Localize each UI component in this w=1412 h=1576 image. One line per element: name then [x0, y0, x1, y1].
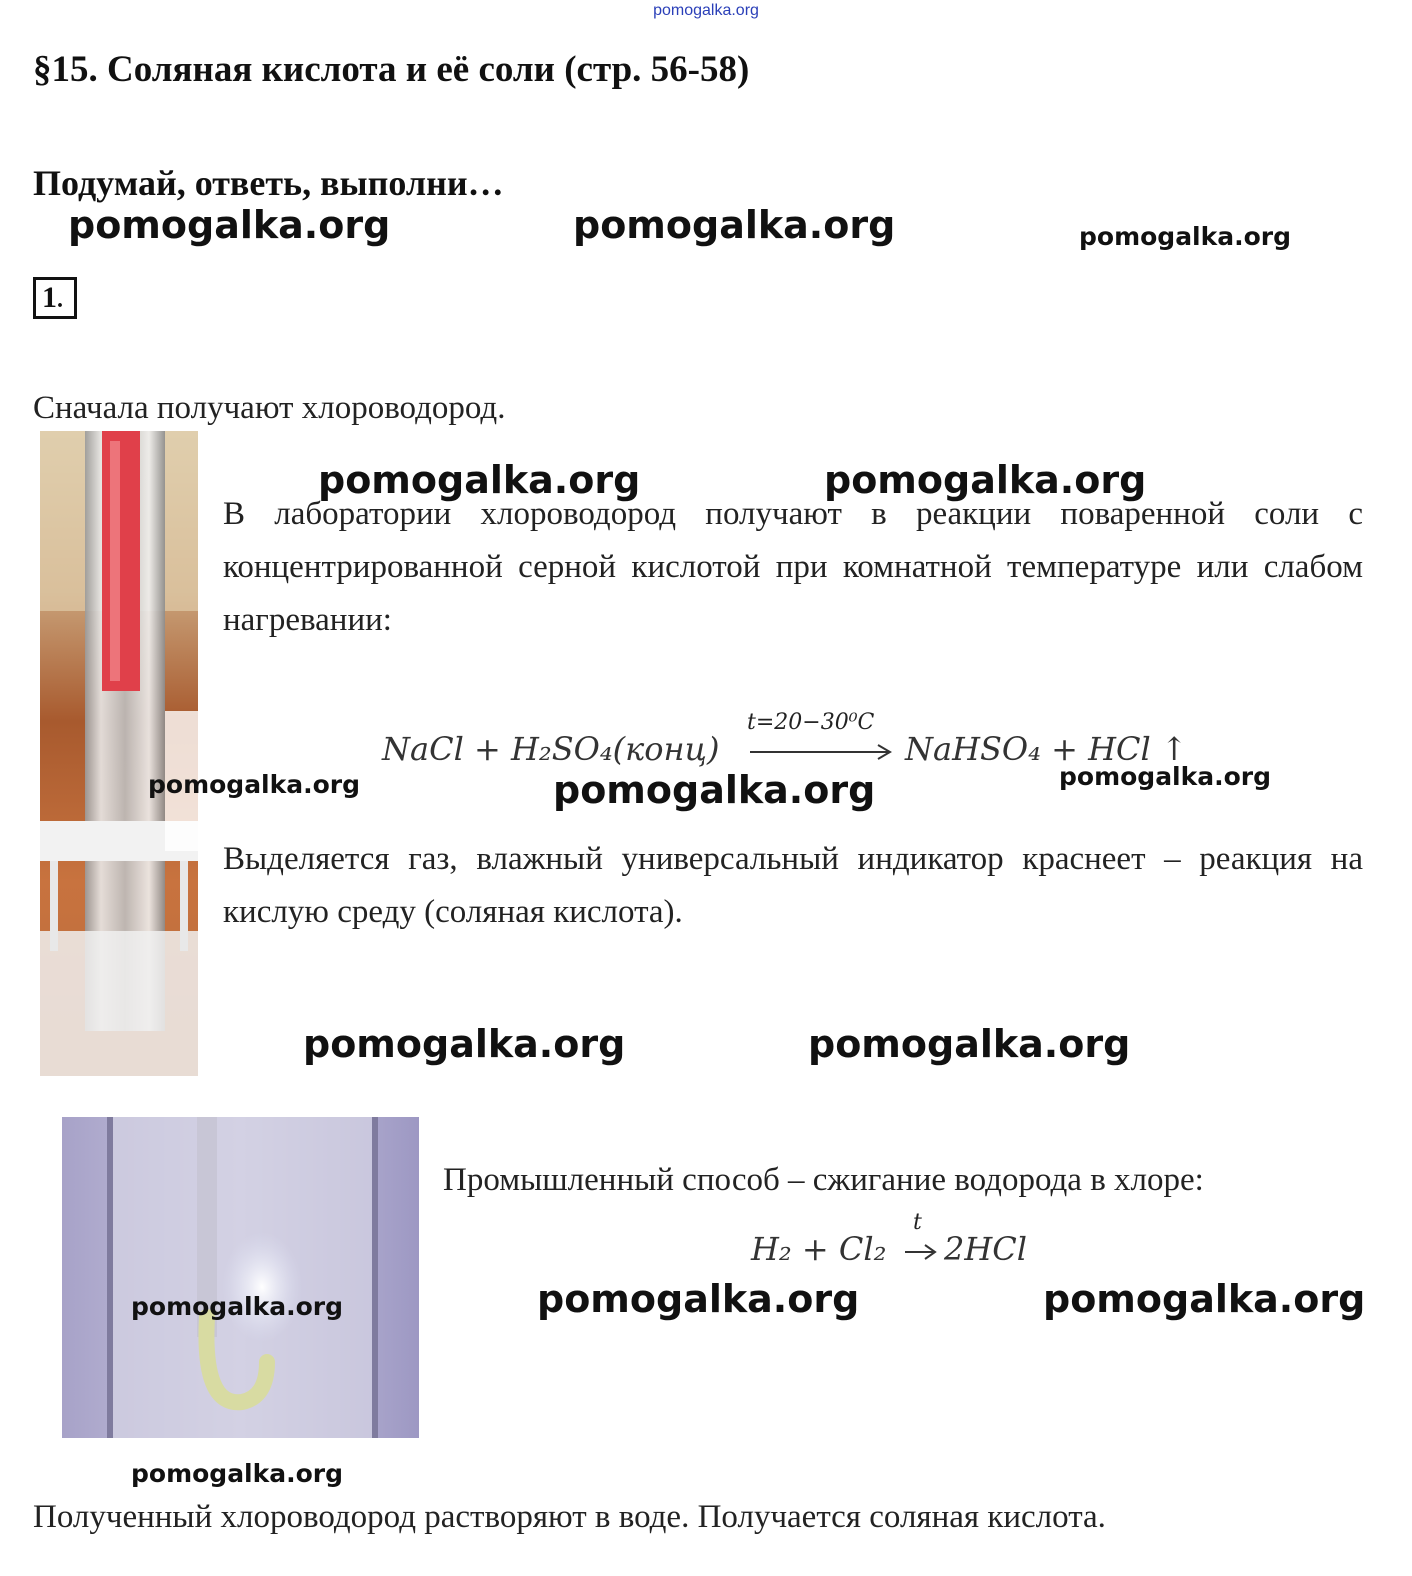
reaction-arrow-icon — [903, 1240, 939, 1264]
watermark: pomogalka.org — [68, 203, 391, 247]
lab-text: В лаборатории хлороводород получают в реакции поваренной соли с концентрированной серной кислотой при комнатной температуре или слабом нагревании: — [223, 496, 1363, 638]
watermark: pomogalka.org — [1059, 762, 1272, 791]
lab-equation-lhs: NaCl + H₂SO₄(конц) — [382, 730, 720, 768]
site-link[interactable]: pomogalka.org — [653, 2, 759, 19]
watermark: pomogalka.org — [824, 458, 1147, 502]
watermark: pomogalka.org — [808, 1022, 1131, 1066]
watermark: pomogalka.org — [1079, 222, 1292, 251]
industrial-equation-rhs: 2HCl — [944, 1230, 1027, 1268]
combustion-illustration — [62, 1117, 419, 1438]
combustion-photo — [62, 1117, 419, 1438]
watermark: pomogalka.org — [553, 768, 876, 812]
task-number-dot: . — [57, 287, 63, 313]
watermark: pomogalka.org — [148, 770, 361, 799]
reaction-arrow-icon — [748, 740, 898, 764]
watermark: pomogalka.org — [1043, 1277, 1366, 1321]
task-number — [33, 277, 77, 319]
watermark: pomogalka.org — [303, 1022, 626, 1066]
task-number-label: 1 — [42, 281, 57, 314]
intro-text: Сначала получают хлороводород. — [33, 390, 506, 426]
final-text: Полученный хлороводород растворяют в воде. Получается соляная кислота. — [33, 1499, 1106, 1535]
test-tube-illustration — [40, 431, 198, 1076]
industrial-equation-lhs: H₂ + Cl₂ — [751, 1230, 887, 1268]
page-title: §15. Соляная кислота и её соли (стр. 56-58) — [33, 49, 750, 90]
lab-equation-condition: t=20−30⁰C — [747, 710, 875, 735]
lab-equation-rhs: NaHSO₄ + HCl ↑ — [905, 730, 1188, 768]
watermark: pomogalka.org — [318, 458, 641, 502]
section-subtitle: Подумай, ответь, выполни… — [33, 163, 504, 203]
watermark: pomogalka.org — [131, 1459, 344, 1488]
watermark: pomogalka.org — [573, 203, 896, 247]
industrial-text: Промышленный способ – сжигание водорода в хлоре: — [443, 1162, 1204, 1198]
industrial-equation-condition: t — [913, 1210, 922, 1235]
test-tube-photo — [40, 431, 198, 1076]
watermark: pomogalka.org — [537, 1277, 860, 1321]
watermark: pomogalka.org — [131, 1292, 344, 1321]
lab-result-text: Выделяется газ, влажный универсальный индикатор краснеет – реакция на кислую среду (соляная кислота). — [223, 841, 1363, 930]
